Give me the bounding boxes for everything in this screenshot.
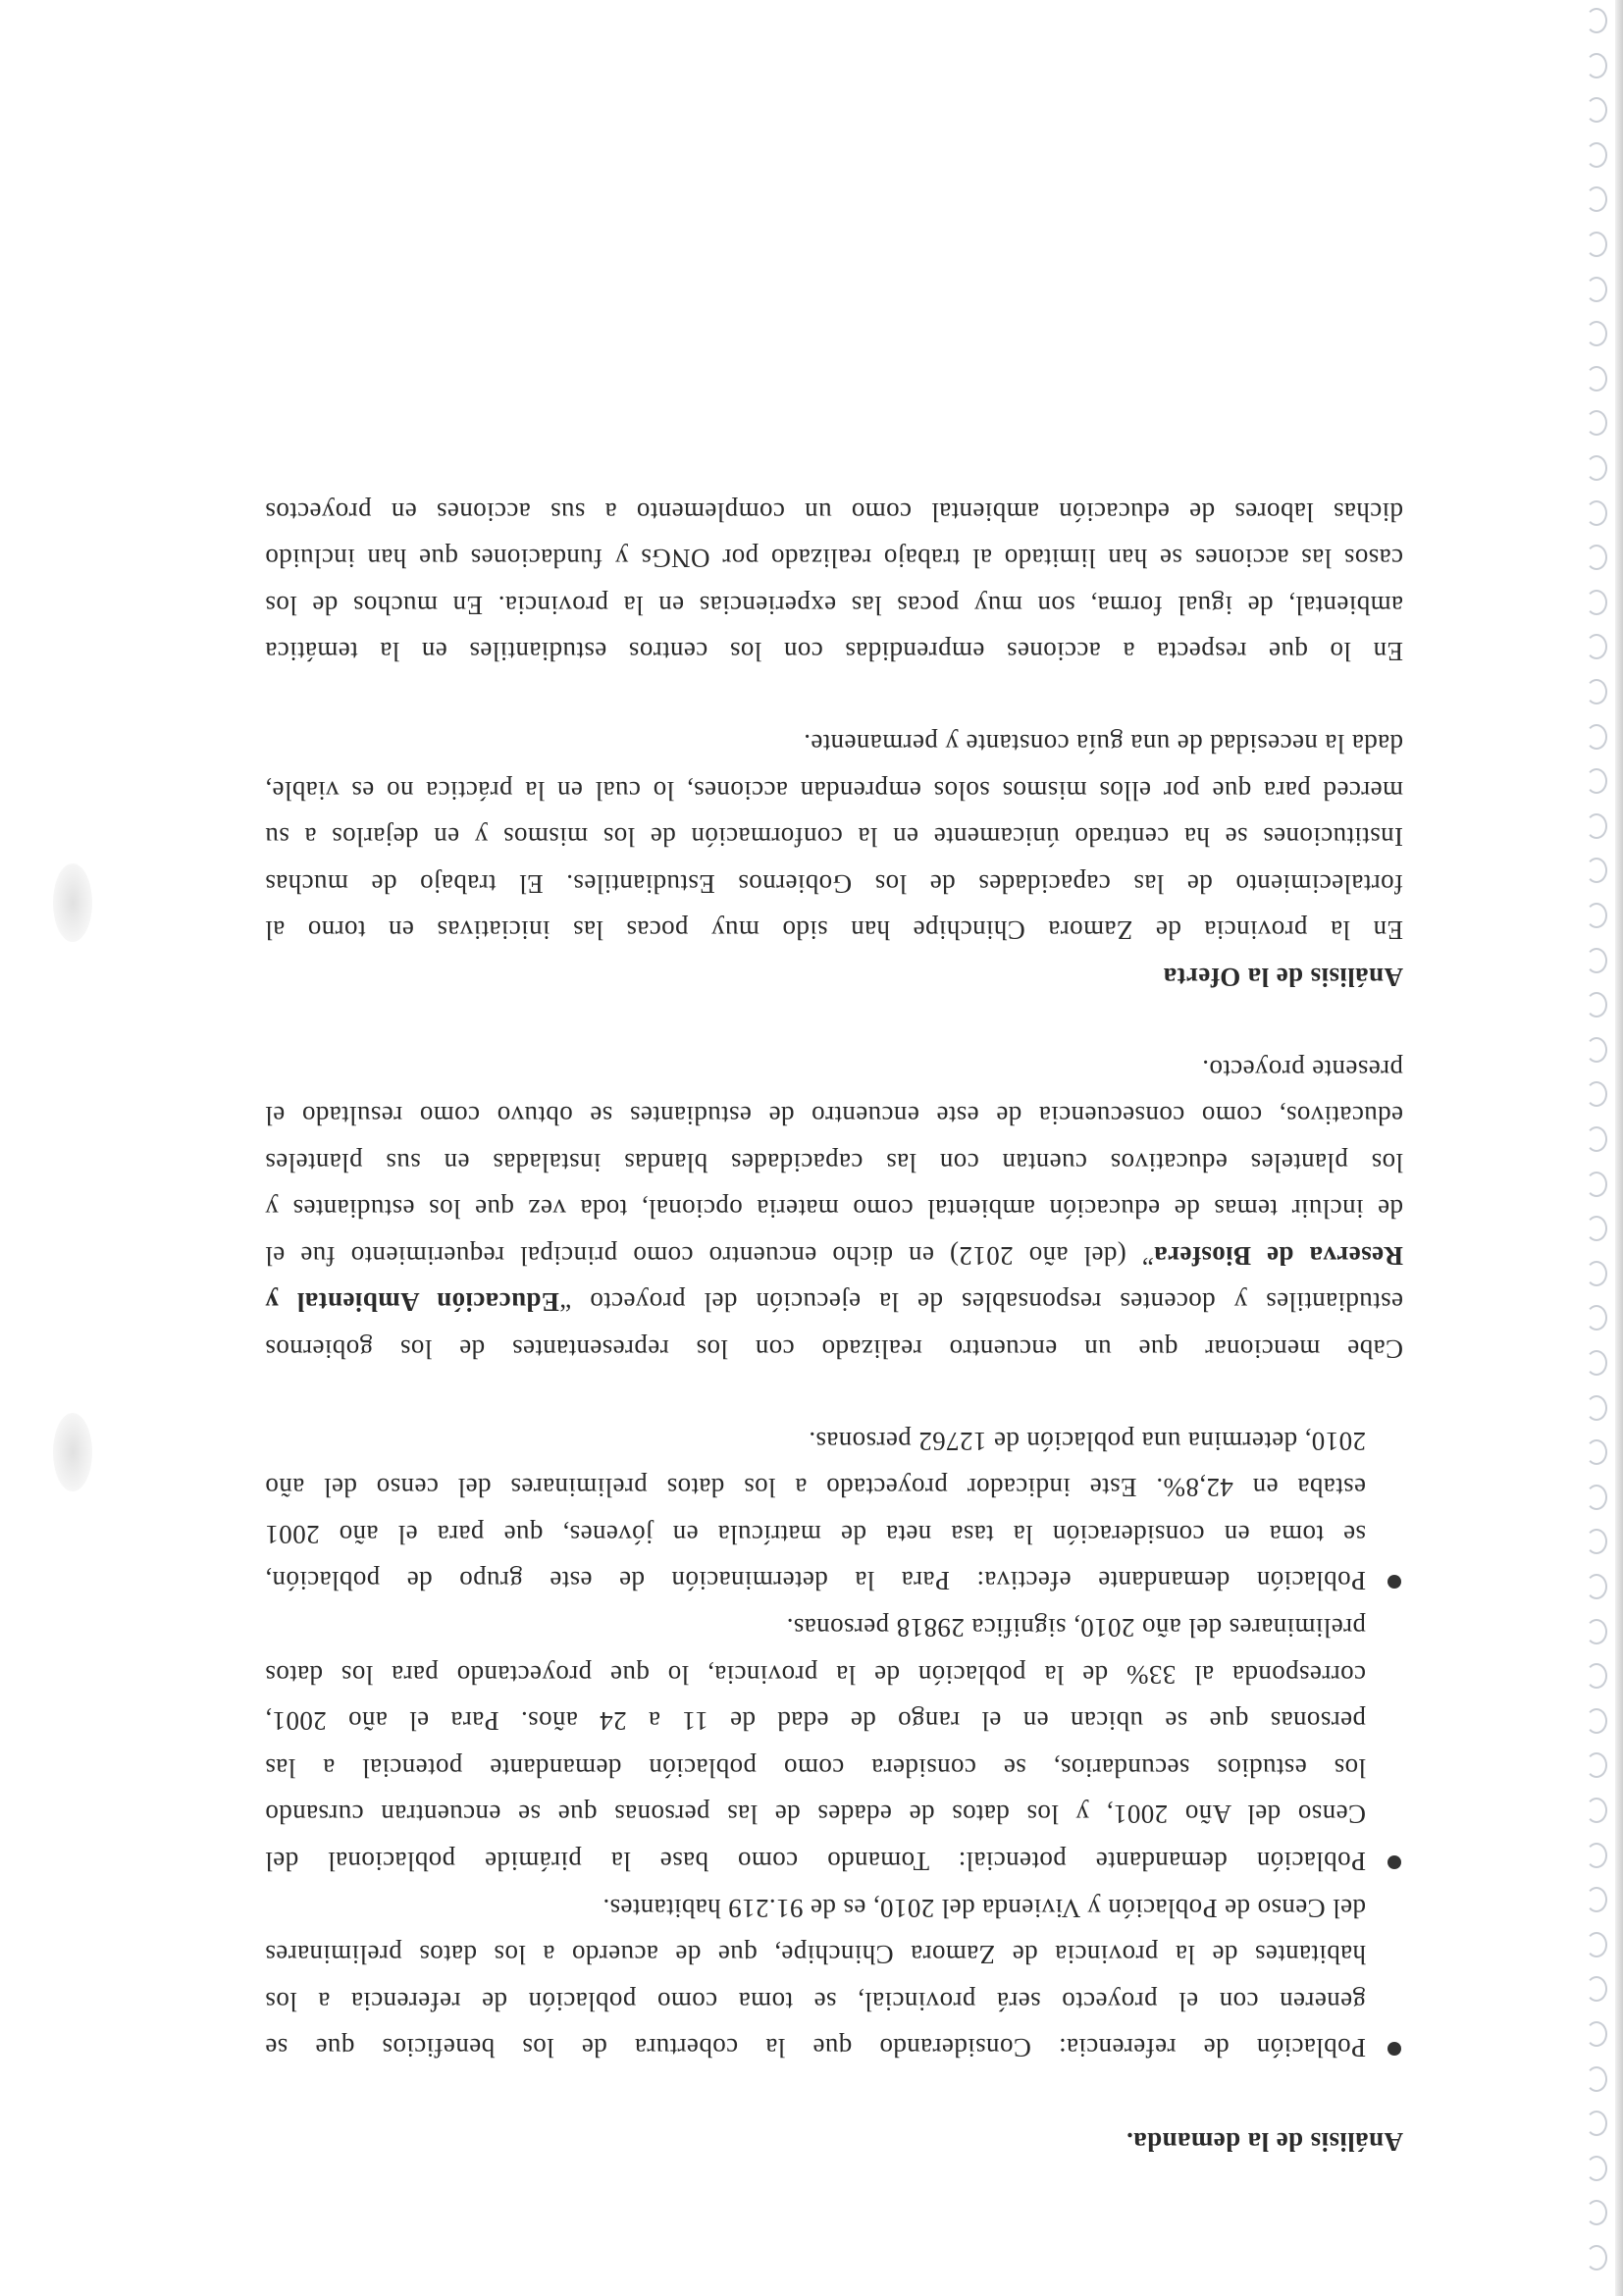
binding-ring (1586, 2111, 1607, 2136)
bullet-effective-demand (265, 1417, 1403, 1603)
binding-ring (1586, 410, 1607, 436)
text-line: preliminares del año 2010, significa 29818 personas. (786, 1613, 1366, 1644)
text-line: dichas labores de educación ambiental como un complemento a sus acciones en proyectos (265, 496, 1403, 527)
binding-ring (1586, 53, 1607, 78)
offer-paragraph-1 (265, 719, 1403, 953)
bullet-icon (1387, 1575, 1401, 1589)
text-line: casos las acciones se han limitado al trabajo realizado por ONGs y fundaciones que han incluido (265, 544, 1403, 574)
binding-ring (1586, 1485, 1607, 1510)
text-run: ” (del año 2012) en dicho encuentro como principal requerimiento fue el (265, 1240, 1154, 1271)
text-line: se toma en consideración la tasa neta de matrícula en jóvenes, que para el año 2001 (265, 1519, 1366, 1549)
text-line: presente proyecto. (1201, 1054, 1403, 1084)
binding-ring (1586, 1932, 1607, 1957)
binding-ring (1586, 1172, 1607, 1197)
offer-heading: Análisis de la Oferta (1163, 962, 1403, 992)
binding-ring (1586, 1843, 1607, 1868)
scan-smudge (53, 863, 92, 942)
text-line: En lo que respecta a acciones emprendidas con los centros estudiantiles en la temática (265, 637, 1403, 667)
document-body (265, 488, 1403, 2165)
binding-edge (1615, 0, 1623, 2296)
text-line: fortalecimiento de las capacidades de los Gobiernos Estudiantiles. El trabajo de muchas (265, 868, 1403, 899)
binding-ring (1586, 545, 1607, 570)
binding-ring (1586, 8, 1607, 33)
binding-ring (1586, 679, 1607, 704)
text-line: merced para que por ellos mismos solos emprendan acciones, lo cual en la práctica no es viable, (265, 775, 1403, 806)
text-line: habitantes de la provincia de Zamora Chinchipe, que de acuerdo a los datos preliminares (265, 1940, 1366, 1970)
text-line: generen con el proyecto será provincial, se toma como población de referencia a los (265, 1986, 1366, 2016)
binding-ring (1586, 724, 1607, 750)
binding-ring (1586, 232, 1607, 257)
demand-heading: Análisis de la demanda. (1126, 2127, 1403, 2157)
bullet-potential-demand (265, 1603, 1403, 1884)
text-line: corresponda al 33% de la población de la provincia, lo que proyectando para los datos (265, 1659, 1366, 1690)
binding-ring (1586, 186, 1607, 212)
binding-ring (1586, 1798, 1607, 1823)
project-name-part-2: Reserva de Biosfera (1153, 1240, 1403, 1271)
binding-ring (1586, 1261, 1607, 1286)
project-name-part-1: Educación Ambiental y (264, 1287, 559, 1318)
bullet-icon (1387, 1855, 1401, 1869)
binding-ring (1586, 1395, 1607, 1421)
text-line: dada la necesidad de una guía constante y permanente. (803, 728, 1403, 758)
text-line: Cabe mencionar que un encuentro realizado con los representantes de los gobiernos (265, 1334, 1403, 1365)
binding-ring (1586, 1976, 1607, 2002)
binding-ring (1586, 1708, 1607, 1734)
text-line: de incluir temas de educación ambiental como materia opcional, toda vez que los estudiantes y (265, 1194, 1403, 1225)
binding-ring (1586, 97, 1607, 123)
text-line: 2010, determina una población de 12762 personas. (808, 1426, 1366, 1456)
binding-ring (1586, 948, 1607, 973)
binding-ring (1586, 1037, 1607, 1063)
text-line: educativos, como consecuencia de este encuentro de estudiantes se obtuvo como resultado el (265, 1101, 1403, 1131)
scan-smudge (53, 1413, 92, 1491)
binding-ring (1586, 858, 1607, 883)
binding-ring (1586, 590, 1607, 615)
binding-ring (1586, 277, 1607, 302)
binding-ring (1586, 455, 1607, 481)
text-line: Población demandante efectiva: Para la determinación de este grupo de población, (265, 1566, 1366, 1596)
binding-ring (1586, 366, 1607, 391)
binding-ring (1586, 1619, 1607, 1644)
binding-rings (1568, 0, 1613, 2296)
binding-ring (1586, 813, 1607, 839)
text-line (265, 1278, 1403, 1326)
text-line: Instituciones se ha centrado únicamente en la conformación de los mismos y en dejarlos a su (265, 822, 1403, 853)
text-line: Población de referencia: Considerando que la cobertura de los beneficios que se (265, 2033, 1366, 2063)
binding-ring (1586, 142, 1607, 168)
binding-ring (1586, 1887, 1607, 1912)
binding-ring (1586, 992, 1607, 1018)
text-run: estudiantiles y docentes responsables de la ejecución del proyecto “ (558, 1287, 1403, 1318)
text-line: estaba en 42,8%. Este indicador proyectado a los datos preliminares del censo del año (265, 1473, 1366, 1503)
text-line: Población demandante potencial: Tomando como base la pirámide poblacional del (265, 1847, 1366, 1877)
binding-ring (1586, 1305, 1607, 1331)
text-line: En la provincia de Zamora Chinchipe han sido muy pocas las iniciativas en torno al (265, 915, 1403, 946)
meeting-paragraph (265, 1045, 1403, 1372)
binding-ring (1586, 500, 1607, 526)
binding-ring (1586, 1663, 1607, 1689)
binding-ring (1586, 2156, 1607, 2181)
text-line: personas que se ubican en el rango de edad de 11 a 24 años. Para el año 2001, (265, 1706, 1366, 1737)
binding-ring (1586, 1529, 1607, 1554)
bullet-icon (1387, 2042, 1401, 2056)
binding-ring (1586, 1216, 1607, 1241)
binding-ring (1586, 321, 1607, 346)
bullet-reference-population (265, 1884, 1403, 2070)
text-line: Censo del Año 2001, y los datos de edades de las personas que se encuentran cursando (265, 1800, 1366, 1830)
text-line: los estudios secundarios, se considera como población demandante potencial a las (265, 1752, 1366, 1783)
text-line (265, 1231, 1403, 1278)
binding-ring (1586, 2245, 1607, 2270)
binding-ring (1586, 2200, 1607, 2225)
binding-ring (1586, 1126, 1607, 1152)
binding-ring (1586, 1350, 1607, 1376)
binding-ring (1586, 768, 1607, 794)
text-line: ambiental, de igual forma, son muy pocas las experiencias en la provincia. En muchos de los (265, 590, 1403, 620)
binding-ring (1586, 1081, 1607, 1107)
binding-ring (1586, 1752, 1607, 1778)
binding-ring (1586, 1439, 1607, 1465)
text-line: los planteles educativos cuentan con las capacidades blandas instaladas en sus planteles (265, 1147, 1403, 1177)
binding-ring (1586, 903, 1607, 928)
text-line: del Censo de Población y Vivienda del 2010, es de 91.219 habitantes. (602, 1893, 1366, 1923)
offer-paragraph-2 (265, 488, 1403, 674)
binding-ring (1586, 1574, 1607, 1599)
binding-ring (1586, 2066, 1607, 2092)
binding-ring (1586, 634, 1607, 659)
binding-ring (1586, 2021, 1607, 2047)
